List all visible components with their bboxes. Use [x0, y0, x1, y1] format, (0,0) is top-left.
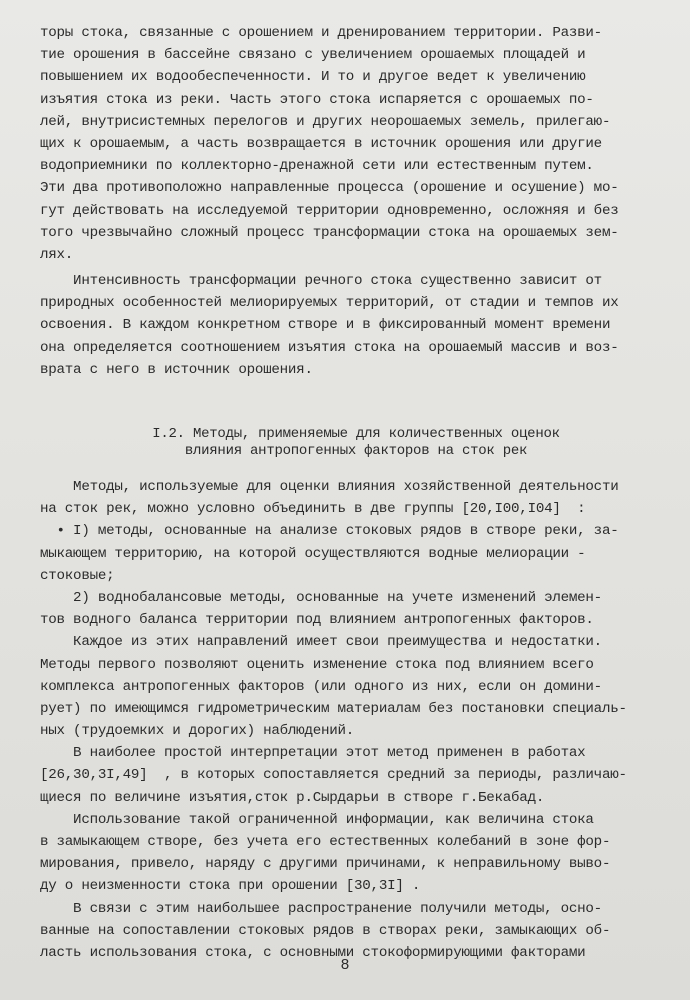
text-line: водоприемники по коллекторно-дренажной сети или естественным путем.	[40, 158, 594, 175]
text-line: В наиболее простой интерпретации этот метод применен в работах	[40, 745, 586, 762]
text-line: Эти два противоположно направленные процесса (орошение и осушение) мо-	[40, 180, 619, 197]
text-line: мыкающем территорию, на которой осуществляются водные мелиорации -	[40, 545, 586, 562]
text-line: ду о неизменности стока при орошении [30,3I] .	[40, 878, 421, 895]
text-line: • I) методы, основанные на анализе стоковых рядов в створе реки, за-	[40, 523, 619, 540]
text-line: Методы первого позволяют оценить изменение стока под влиянием всего	[40, 656, 594, 673]
section-heading	[40, 426, 662, 460]
text-line: ванные на сопоставлении стоковых рядов в створах реки, замыкающих об-	[40, 922, 611, 939]
section-heading-line: влияния антропогенных факторов на сток рек	[184, 443, 528, 459]
page-number: 8	[340, 957, 350, 974]
text-line: ных (трудоемких и дорогих) наблюдений.	[40, 723, 355, 740]
text-line: В связи с этим наибольшее распространение получили методы, осно-	[40, 900, 602, 917]
text-line: освоения. В каждом конкретном створе и в фиксированный момент времени	[40, 317, 611, 334]
paragraph-3	[40, 476, 662, 964]
text-line: гут действовать на исследуемой территории одновременно, осложняя и без	[40, 202, 619, 219]
text-line: рует) по имеющимся гидрометрическим материалам без постановки специаль-	[40, 700, 627, 717]
text-line: природных особенностей мелиорируемых территорий, от стадии и темпов их	[40, 295, 619, 312]
text-line: комплекса антропогенных факторов (или одного из них, если он домини-	[40, 678, 602, 695]
text-line: в замыкающем створе, без учета его естественных колебаний в зоне фор-	[40, 834, 611, 850]
text-line: Интенсивность трансформации речного стока существенно зависит от	[40, 273, 602, 290]
text-line: торы стока, связанные с орошением и дренированием территории. Разви-	[40, 25, 602, 41]
text-line: повышением их водообеспеченности. И то и другое ведет к увеличению	[40, 69, 586, 86]
text-line: тов водного баланса территории под влиянием антропогенных факторов.	[40, 612, 594, 629]
text-line: изъятия стока из реки. Часть этого стока испаряется с орошаемых по-	[40, 91, 594, 108]
section-heading-line: I.2. Методы, применяемые для количественных оценок	[152, 426, 560, 442]
text-line: лей, внутрисистемных перелогов и других неорошаемых земель, прилегаю-	[40, 113, 611, 130]
text-line: Каждое из этих направлений имеет свои преимущества и недостатки.	[40, 634, 602, 651]
text-line: щиеся по величине изъятия,сток р.Сырдарьи в створе г.Бекабад.	[40, 789, 545, 806]
text-line: Методы, используемые для оценки влияния хозяйственной деятельности	[40, 479, 619, 495]
text-line: [26,30,3I,49] , в которых сопоставляется средний за периоды, различаю-	[40, 767, 627, 784]
text-line: она определяется соотношением изъятия стока на орошаемый массив и воз-	[40, 339, 619, 356]
text-line: мирования, привело, наряду с другими причинами, к неправильному выво-	[40, 856, 611, 873]
text-line: врата с него в источник орошения.	[40, 361, 313, 378]
text-line: щих к орошаемым, а часть возвращается в источник орошения или другие	[40, 135, 602, 152]
text-line: тие орошения в бассейне связано с увеличением орошаемых площадей и	[40, 47, 586, 64]
text-line: ласть использования стока, с основными стокоформирующими факторами	[40, 944, 586, 961]
text-line: 2) воднобалансовые методы, основанные на учете изменений элемен-	[40, 589, 602, 606]
paragraph-2	[40, 270, 662, 381]
text-line: Использование такой ограниченной информации, как величина стока	[40, 811, 594, 828]
text-line: того чрезвычайно сложный процесс трансформации стока на орошаемых зем-	[40, 224, 619, 241]
text-line: лях.	[40, 246, 74, 263]
text-line: стоковые;	[40, 567, 115, 584]
text-line: на сток рек, можно условно объединить в две группы [20,I00,I04] :	[40, 501, 586, 518]
paragraph-1	[40, 22, 662, 266]
